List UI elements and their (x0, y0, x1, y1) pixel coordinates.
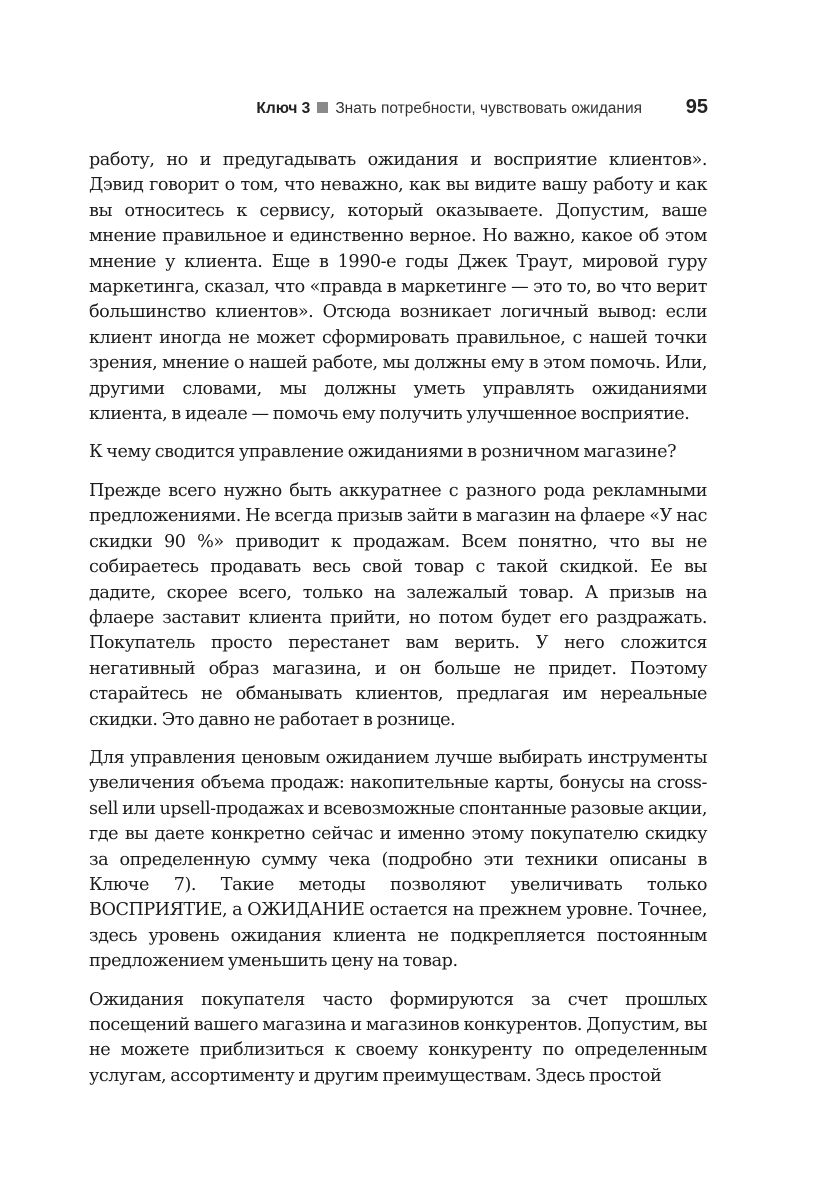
chapter-title: Знать потребности, чувствовать ожидания (335, 100, 642, 117)
page-header (88, 96, 708, 124)
paragraph: К чему сводится управление ожиданиями в розничном магазине? (89, 442, 677, 463)
paragraph: Ожидания покупателя часто формируются за счет прошлых посещений вашего магазина и магазинов конкурентов. Допустим, вы не можете приблизиться к своему конкуренту по определенным услугам, ассортименту и другим преимуществам. Здесь простой (89, 989, 707, 1086)
paragraph: Прежде всего нужно быть аккуратнее с разного рода рекламными предложениями. Не всегда призыв зайти в магазин на флаере «У нас скидки 90 %» приводит к продажам. Всем понятно, что вы не собираетесь продавать весь свой товар с такой скидкой. Ее вы дадите, скорее всего, только на залежалый товар. А призыв на флаере заставит клиента прийти, но потом будет его раздражать. Покупатель просто перестанет вам верить. У него сложится негативный образ магазина, и он больше не придет. Поэтому старайтесь не обманывать клиентов, предлагая им нереальные скидки. Это давно не работает в рознице. (89, 480, 707, 730)
running-head (256, 100, 642, 118)
paragraph: работу, но и предугадывать ожидания и восприятие клиентов». Дэвид говорит о том, что неважно, как вы видите вашу работу и как вы относитесь к сервису, который оказываете. Допустим, ваше мнение правильное и единственно верное. Но важно, какое об этом мнение у клиента. Еще в 1990-е годы Джек Траут, мировой гуру маркетинга, сказал, что «правда в маркетинге — это то, во что верит большинство клиентов». Отсюда возникает логичный вывод: если клиент иногда не может сформировать правильное, с нашей точки зрения, мнение о нашей работе, мы должны ему в этом помочь. Или, другими словами, мы должны уметь управлять ожиданиями клиента, в идеале — помочь ему получить улучшенное восприятие. (89, 150, 707, 425)
page-number: 95 (685, 96, 708, 118)
square-bullet-icon (317, 102, 328, 113)
paragraph: Для управления ценовым ожиданием лучше выбирать инструменты увеличения объема продаж: накопительные карты, бонусы на cross-sell или upsell-продажах и всевозможные спонтанные разовые акции, где вы даете конкретно сейчас и именно этому покупателю скидку за определенную сумму чека (подробно эти техники описаны в Ключе 7). Такие методы позволяют увеличивать только ВОСПРИЯТИЕ, а ОЖИДАНИЕ остается на прежнем уровне. Точнее, здесь уровень ожидания клиента не подкрепляется постоянным предложением уменьшить цену на товар. (89, 747, 707, 972)
body-text (89, 148, 707, 1102)
chapter-key-label: Ключ 3 (256, 100, 311, 117)
